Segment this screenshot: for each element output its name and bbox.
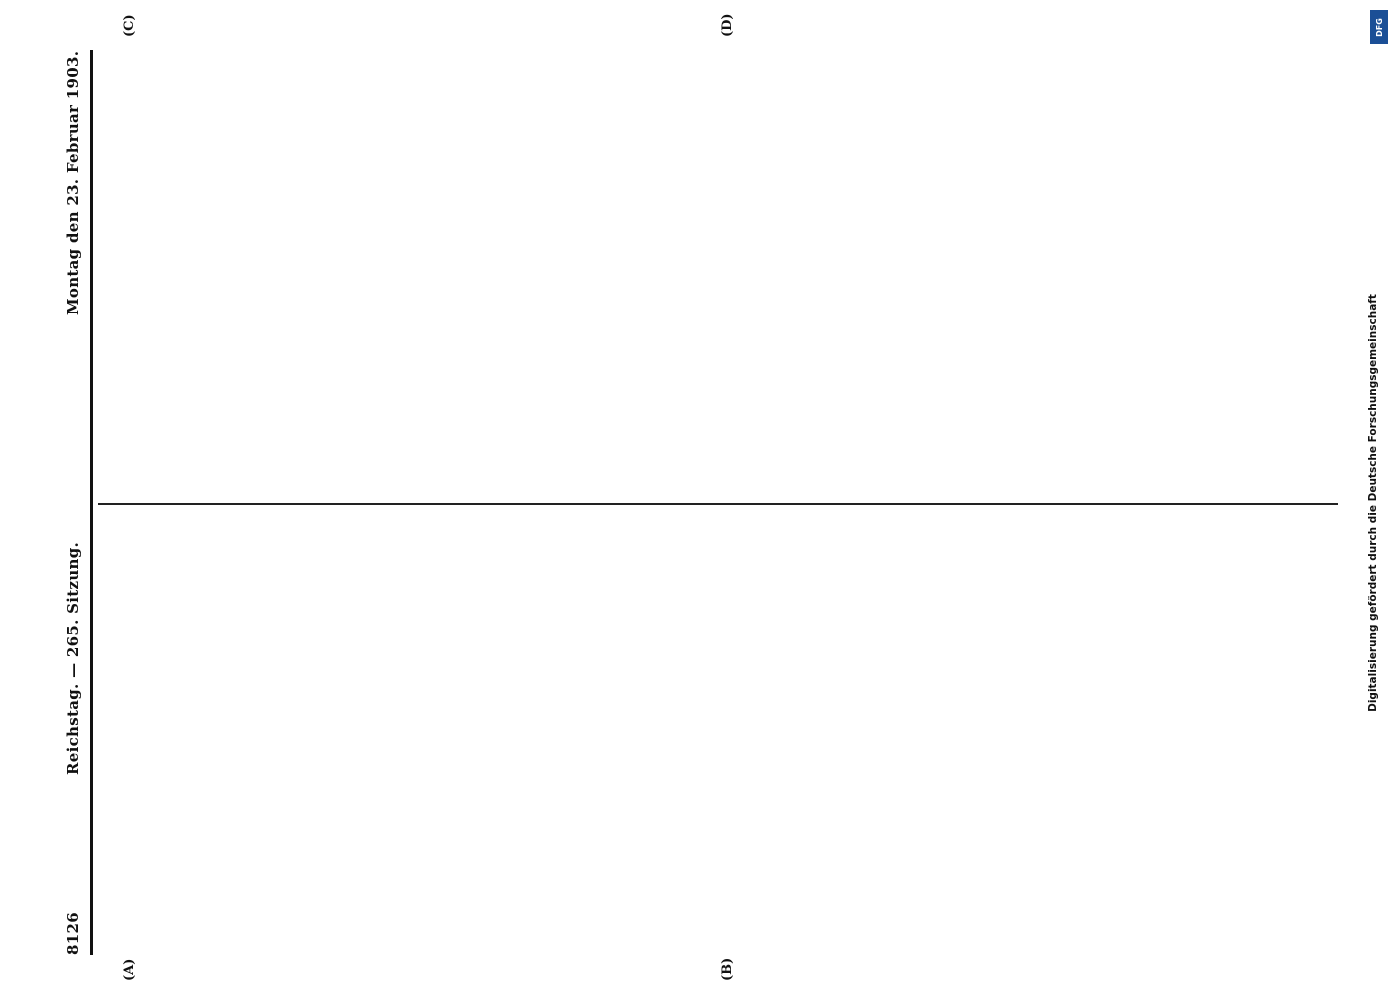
dfg-logo	[1370, 10, 1388, 44]
text-column-left	[98, 535, 1338, 955]
dfg-logo-text: DFG	[1374, 17, 1384, 37]
margin-mark-a: (A)	[122, 958, 137, 981]
header-session-title: Reichstag. — 265. Sitzung.	[64, 541, 82, 775]
header-rule	[90, 50, 93, 955]
column-divider	[98, 503, 1338, 505]
margin-mark-b: (B)	[720, 957, 735, 981]
text-column-right	[98, 73, 1338, 493]
credit-text: Digitalisierung gefördert durch die Deutsche Forschungsgemeinschaft	[1367, 294, 1379, 712]
page-number: 8126	[64, 912, 82, 955]
digitization-credit	[1360, 28, 1390, 978]
margin-mark-d: (D)	[720, 13, 735, 37]
header-date: Montag den 23. Februar 1903.	[64, 50, 82, 315]
rotated-document-page	[60, 13, 1360, 981]
margin-mark-c: (C)	[122, 14, 137, 37]
running-header	[60, 50, 94, 955]
